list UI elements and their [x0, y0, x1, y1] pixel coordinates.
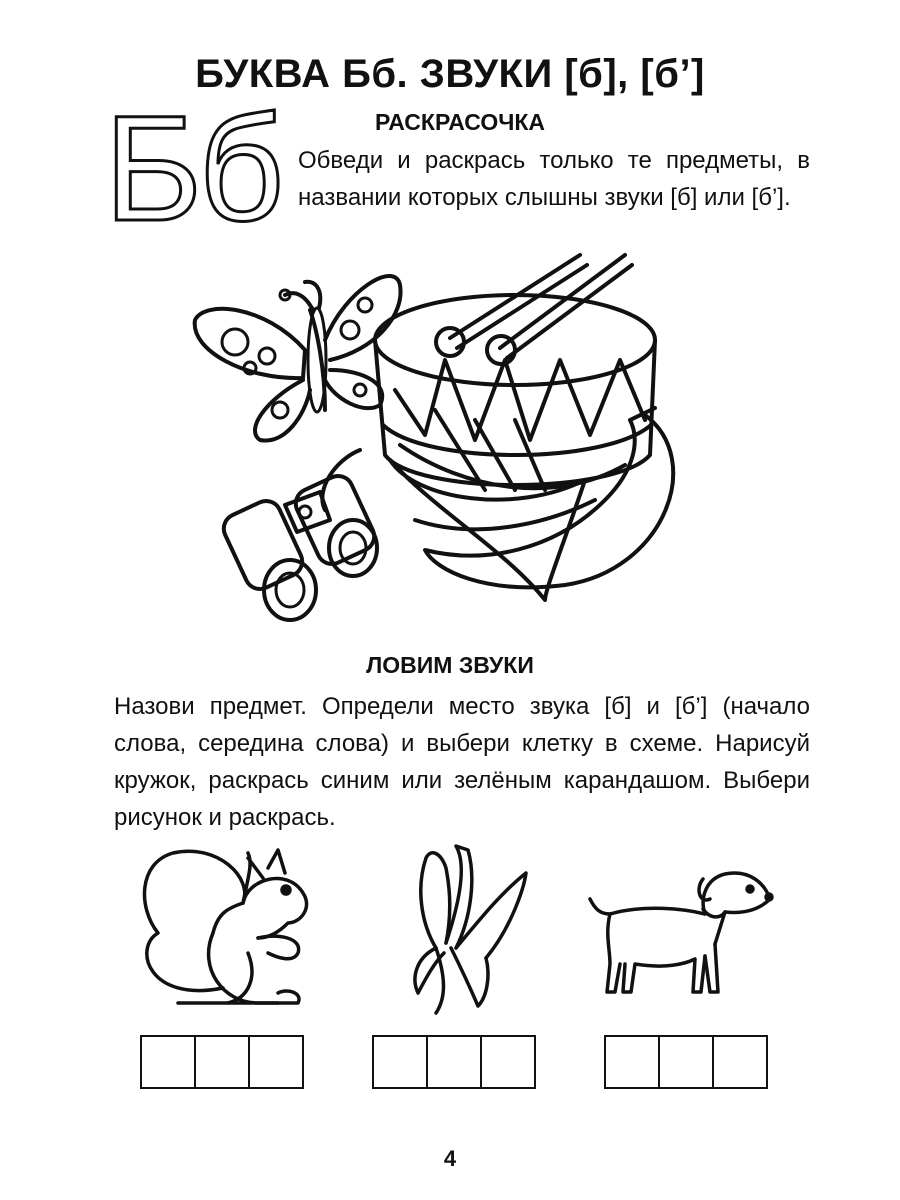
catch-sounds-instructions: Назови предмет. Определи место звука [б] и [б’] (начало слова, середина слова) и выбери клетку в схеме. Нарисуй кружок, раскрась синим или зелёным карандашом. Выбери рисунок и раскрась. [114, 693, 810, 831]
section-title-catch-sounds: ЛОВИМ ЗВУКИ [366, 652, 534, 678]
section-title-coloring: РАСКРАСОЧКА [374, 109, 546, 135]
binoculars-drawing [219, 471, 379, 620]
page-title: БУКВА Бб. ЗВУКИ [б], [б’] [195, 52, 705, 96]
schema-cell[interactable] [658, 1035, 714, 1089]
page-number: 4 [443, 1146, 457, 1171]
sound-schema-1 [140, 1035, 304, 1089]
drumsticks-drawing [436, 255, 632, 364]
outlined-letter-text: Бб [104, 98, 281, 238]
cone-drawing [390, 410, 625, 600]
schema-cell[interactable] [248, 1035, 304, 1089]
schema-cell[interactable] [480, 1035, 536, 1089]
schema-cell[interactable] [426, 1035, 482, 1089]
sound-schema-3 [604, 1035, 768, 1089]
schema-cell[interactable] [140, 1035, 196, 1089]
schema-cell[interactable] [372, 1035, 428, 1089]
butterfly-drawing [195, 276, 401, 441]
outlined-letter-b [100, 98, 290, 238]
coloring-instructions: Обведи и раскрась только те предметы, в названии которых слышны звуки [б] или [б’]. [298, 147, 810, 211]
sound-schema-2 [372, 1035, 536, 1089]
schema-cell[interactable] [604, 1035, 660, 1089]
schema-cell[interactable] [194, 1035, 250, 1089]
overlapping-objects-illustration [185, 250, 695, 635]
dog-drawing [585, 864, 775, 999]
squirrel-drawing [128, 838, 320, 1016]
schema-cell[interactable] [712, 1035, 768, 1089]
banana-peeled-drawing [406, 838, 534, 1018]
